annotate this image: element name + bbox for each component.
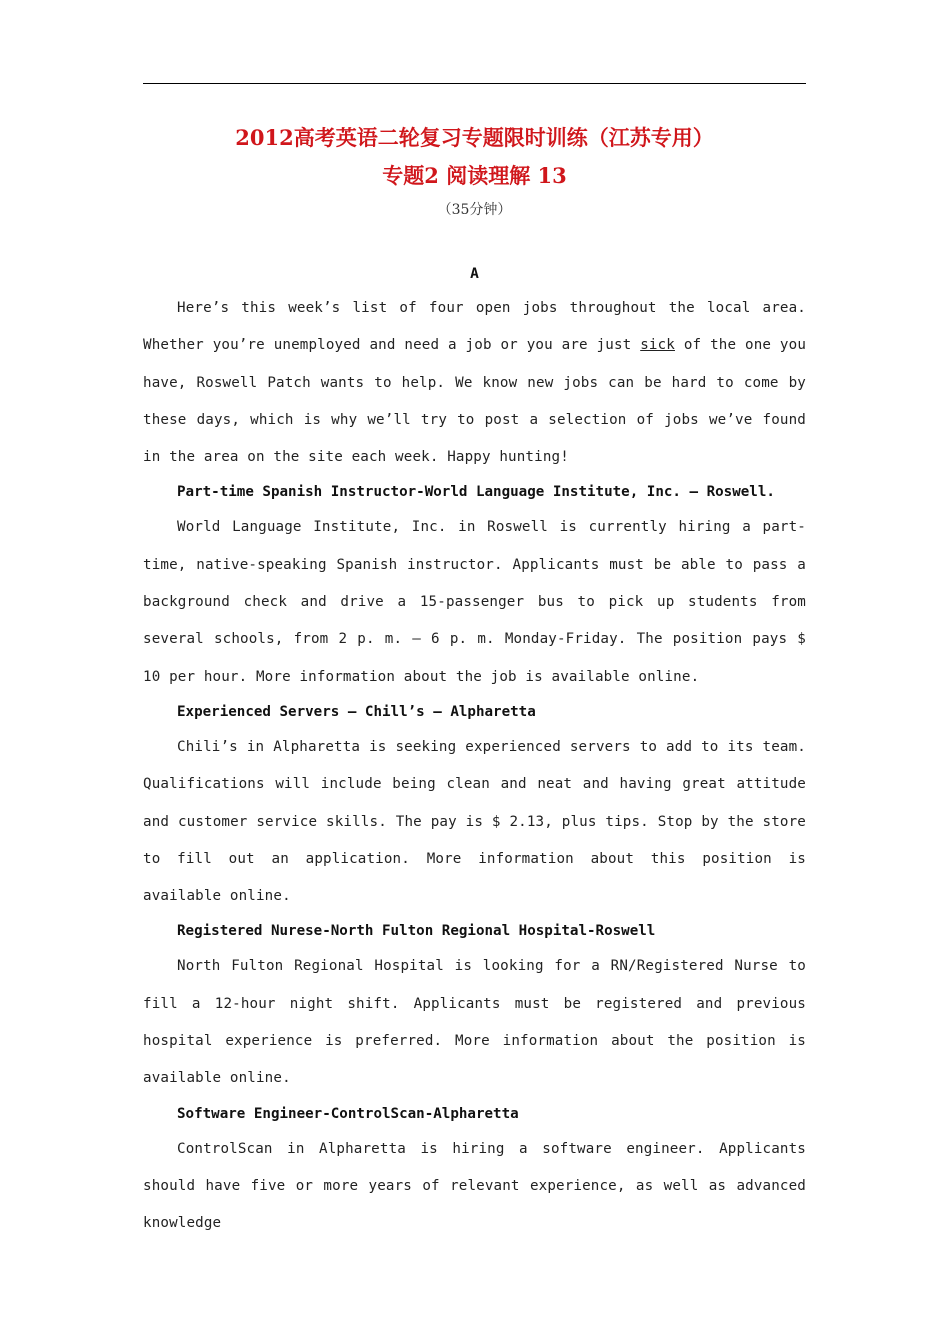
job-heading-software-engineer: Software Engineer-ControlScan-Alpharetta	[177, 1105, 519, 1122]
job-heading-nurse: Registered Nurese-North Fulton Regional Hospital-Roswell	[177, 923, 656, 940]
job-text-servers: Chili’s in Alpharetta is seeking experienced servers to add to its team. Qualifications will include being clean and neat and having great attitude and customer service skills. The pay is $ 2.13, plus tips. Stop by the store to fill out an application. More information about this position is available online.	[143, 738, 806, 905]
header-rule	[143, 83, 806, 84]
intro-text-before: Here’s this week’s list of four open jobs throughout the local area. Whether you’re unemployed and need a job or you are just	[143, 300, 806, 354]
job-text-software-engineer: ControlScan in Alpharetta is hiring a software engineer. Applicants should have five or more years of relevant experience, as well as advanced knowledge	[143, 1140, 806, 1232]
intro-text-after: of the one you have, Roswell Patch wants to help. We know new jobs can be hard to come by these days, which is why we’ll try to post a selection of jobs we’ve found in the area on the site each week. Happy hunting!	[143, 337, 807, 466]
document-subtitle: 专题2 阅读理解 13	[382, 163, 567, 188]
underlined-word: sick	[640, 337, 675, 354]
section-label: A	[470, 266, 479, 282]
intro-paragraph	[143, 290, 806, 476]
job-heading-servers: Experienced Servers – Chill’s – Alpharetta	[177, 703, 536, 720]
time-limit: （35分钟）	[437, 202, 512, 218]
passage-body	[143, 290, 806, 1243]
job-text-spanish-instructor: World Language Institute, Inc. in Roswell is currently hiring a part-time, native-speaking Spanish instructor. Applicants must be able to pass a background check and drive a 15-passenger bus to pick up students from several schools, from 2 p. m. – 6 p. m. Monday-Friday. The position pays $ 10 per hour. More information about the job is available online.	[143, 519, 806, 685]
document-title: 2012高考英语二轮复习专题限时训练（江苏专用）	[235, 125, 714, 150]
job-text-nurse: North Fulton Regional Hospital is looking for a RN/Registered Nurse to fill a 12-hour night shift. Applicants must be registered and previous hospital experience is preferred. More information about the position is available online.	[143, 958, 806, 1087]
job-heading-spanish-instructor: Part-time Spanish Instructor-World Language Institute, Inc. – Roswell.	[177, 484, 775, 501]
